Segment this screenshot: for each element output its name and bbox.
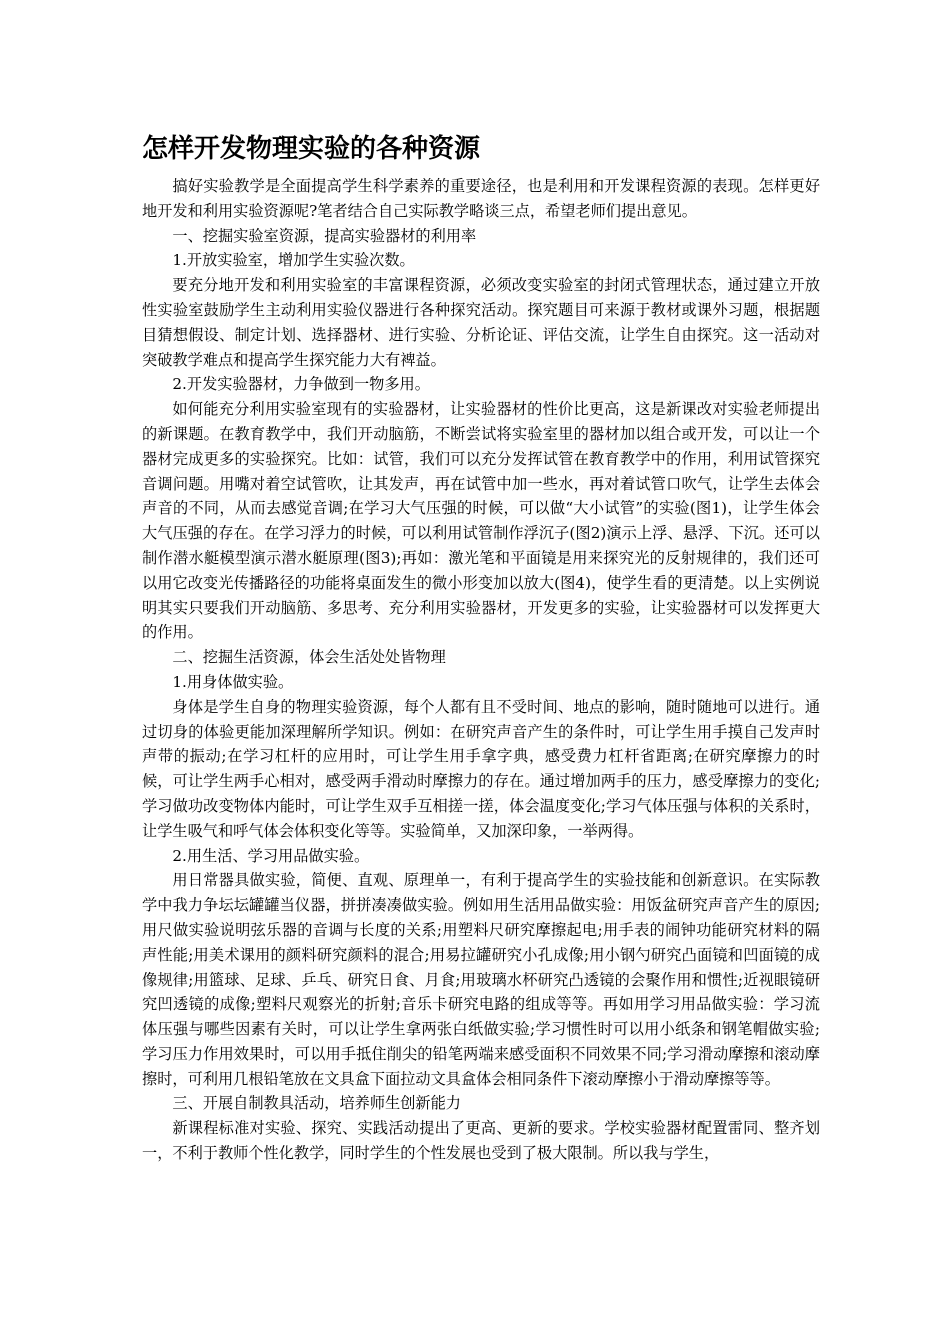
intro-paragraph: 搞好实验教学是全面提高学生科学素养的重要途径，也是利用和开发课程资源的表现。怎样更好地开发和利用实验资源呢?笔者结合自己实际教学略谈三点，希望老师们提出意见。 <box>142 177 820 220</box>
section-heading-homemade-tools: 三、开展自制教具活动，培养师生创新能力 <box>172 1094 461 1113</box>
subheading-develop-equipment: 2.开发实验器材，力争做到一物多用。 <box>172 375 430 394</box>
body-paragraph-homemade-tools: 新课程标准对实验、探究、实践活动提出了更高、更新的要求。学校实验器材配置雷同、整齐划一，不利于教师个性化教学，同时学生的个性发展也受到了极大限制。所以我与学生， <box>142 1119 820 1163</box>
body-paragraph-daily-items: 用日常器具做实验，简便、直观、原理单一，有利于提高学生的实验技能和创新意识。在实际教学中我力争坛坛罐罐当仪器，拼拼凑凑做实验。例如用生活用品做实验：用饭盆研究声音产生的原因;用尺做实验说明弦乐器的音调与长度的关系;用塑料尺研究摩擦起电;用手表的闹钟功能研究材料的隔声性能;用美术课用的颜料研究颜料的混合;用易拉罐研究小孔成像;用小钢勺研究凸面镜和凹面镜的成像规律;用篮球、足球、乒乓、研究日食、月食;用玻璃水杯研究凸透镜的会聚作用和惯性;近视眼镜研究凹透镜的成像;塑料尺观察光的折射;音乐卡研究电路的组成等等。再如用学习用品做实验：学习流体压强与哪些因素有关时，可以让学生拿两张白纸做实验;学习惯性时可以用小纸条和钢笔帽做实验;学习压力作用效果时，可以用手抵住削尖的铅笔两端来感受面积不同效果不同;学习滑动摩擦和滚动摩擦时，可利用几根铅笔放在文具盒下面拉动文具盒体会相同条件下滚动摩擦小于滑动摩擦等等。 <box>142 871 820 1088</box>
section-heading-lab-resources: 一、挖掘实验室资源，提高实验器材的利用率 <box>172 226 477 245</box>
body-paragraph-open-lab: 要充分地开发和利用实验室的丰富课程资源，必须改变实验室的封闭式管理状态，通过建立开放性实验室鼓励学生主动利用实验仪器进行各种探究活动。探究题目可来源于教材或课外习题，根据题目猜想假设、制定计划、选择器材、进行实验、分析论证、评估交流，让学生自由探究。这一活动对突破教学难点和提高学生探究能力大有裨益。 <box>142 276 820 369</box>
body-paragraph-develop-equipment: 如何能充分利用实验室现有的实验器材，让实验器材的性价比更高，这是新课改对实验老师提出的新课题。在教育教学中，我们开动脑筋，不断尝试将实验室里的器材加以组合或开发，可以让一个器材完成更多的实验探究。比如：试管，我们可以充分发挥试管在教育教学中的作用，利用试管探究音调问题。用嘴对着空试管吹，让其发声，再在试管中加一些水，再对着试管口吹气，让学生去体会声音的不同，从而去感觉音调;在学习大气压强的时候，可以做“大小试管”的实验(图1)，让学生体会大气压强的存在。在学习浮力的时候，可以利用试管制作浮沉子(图2)演示上浮、悬浮、下沉。还可以制作潜水艇模型演示潜水艇原理(图3);再如：激光笔和平面镜是用来探究光的反射规律的，我们还可以用它改变光传播路径的功能将桌面发生的微小形变加以放大(图4)，使学生看的更清楚。以上实例说明其实只要我们开动脑筋、多思考、充分利用实验器材，开发更多的实验，让实验器材可以发挥更大的作用。 <box>142 400 820 642</box>
section-heading-life-resources: 二、挖掘生活资源，体会生活处处皆物理 <box>172 648 446 667</box>
body-paragraph-body-experiments: 身体是学生自身的物理实验资源，每个人都有且不受时间、地点的影响，随时随地可以进行。通过切身的体验更能加深理解所学知识。例如：在研究声音产生的条件时，可让学生用手摸自己发声时声带的振动;在学习杠杆的应用时，可让学生用手拿字典，感受费力杠杆省距离;在研究摩擦力的时候，可让学生两手心相对，感受两手滑动时摩擦力的存在。通过增加两手的压力，感受摩擦力的变化;学习做功改变物体内能时，可让学生双手互相搓一搓，体会温度变化;学习气体压强与体积的关系时，让学生吸气和呼气体会体积变化等等。实验简单，又加深印象，一举两得。 <box>142 697 820 840</box>
document-title: 怎样开发物理实验的各种资源 <box>142 134 481 164</box>
subheading-daily-items: 2.用生活、学习用品做实验。 <box>172 846 370 865</box>
subheading-open-lab: 1.开放实验室，增加学生实验次数。 <box>172 251 415 270</box>
document-body <box>142 132 820 1166</box>
subheading-body-experiments: 1.用身体做实验。 <box>172 672 294 691</box>
